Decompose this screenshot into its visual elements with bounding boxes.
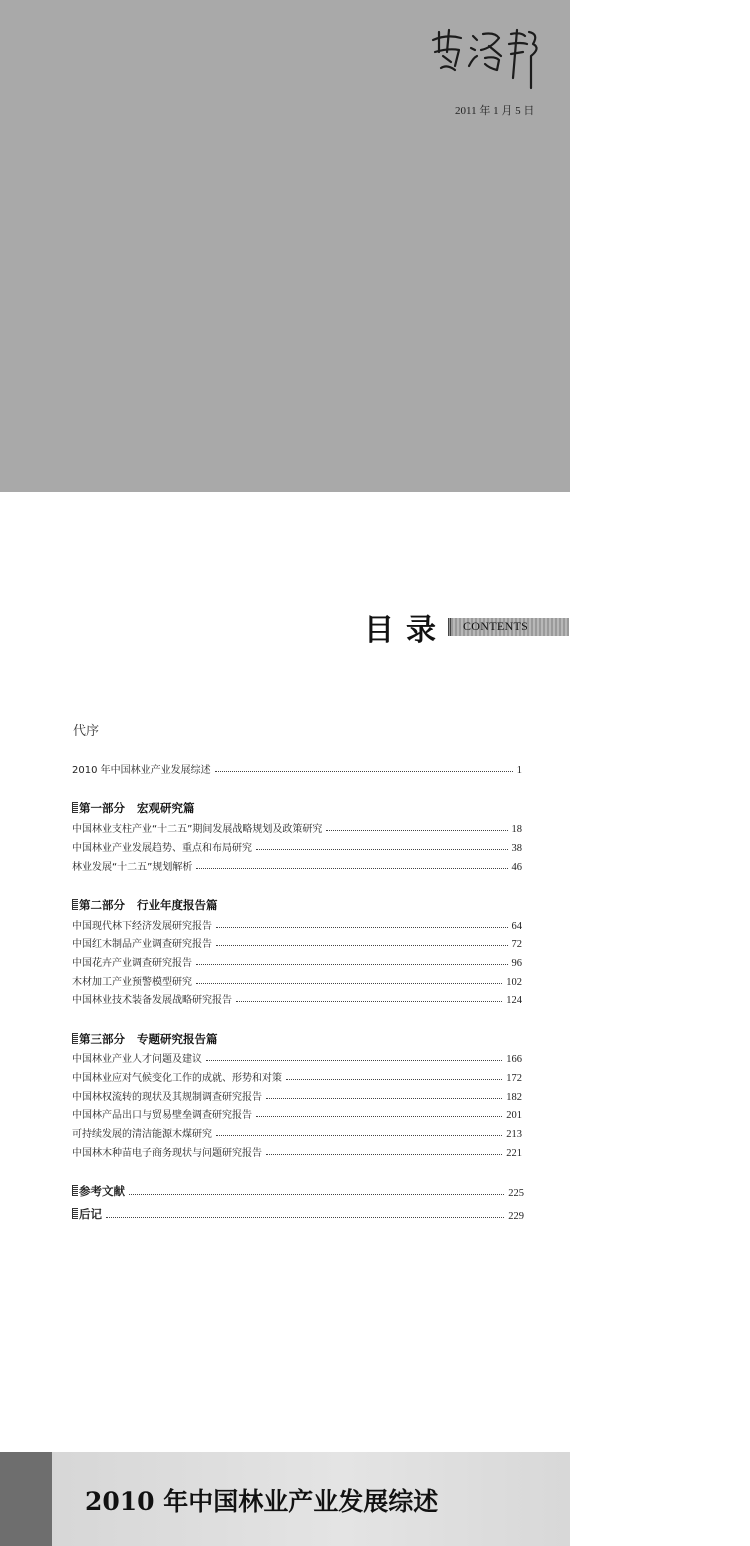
banner-side-block <box>0 1452 52 1546</box>
toc-entry-title: 中国林业支柱产业“十二五”期间发展战略规划及政策研究 <box>72 824 323 835</box>
toc-entry-title: 中国现代林下经济发展研究报告 <box>72 921 212 932</box>
toc-entry[interactable] <box>72 1105 522 1121</box>
leader-dots <box>266 1097 502 1099</box>
toc-entry[interactable] <box>72 819 522 835</box>
leader-dots <box>196 963 508 965</box>
leader-dots <box>256 848 508 850</box>
toc-entry-title: 中国红木制品产业调查研究报告 <box>72 939 212 950</box>
toc-entry-page: 38 <box>511 843 522 854</box>
toc-entry-page: 18 <box>511 824 522 835</box>
section-bar-icon <box>72 899 78 910</box>
toc-entry-title: 中国林业产业人才问题及建议 <box>72 1054 202 1065</box>
toc-entry-title: 中国林产品出口与贸易壁垒调查研究报告 <box>72 1110 252 1121</box>
contents-title: 目录 <box>364 613 448 648</box>
toc-entry-page: 124 <box>506 995 522 1006</box>
toc-entry-title: 可持续发展的清洁能源木煤研究 <box>72 1129 212 1140</box>
leader-dots <box>206 1059 502 1061</box>
leader-dots <box>216 926 508 928</box>
leader-dots <box>129 1193 504 1195</box>
contents-tag-label: CONTENTS <box>463 619 529 633</box>
leader-dots <box>236 1000 502 1002</box>
toc-entry-page: 221 <box>506 1148 522 1159</box>
toc-entry[interactable] <box>72 857 522 873</box>
toc-entry-title: 中国林权流转的现状及其规制调查研究报告 <box>72 1092 262 1103</box>
toc-entry-page: 201 <box>506 1110 522 1121</box>
leader-dots <box>256 1115 502 1117</box>
chapter-title: 2010 年中国林业产业发展综述 <box>85 1487 439 1516</box>
toc-entry-title <box>72 1206 102 1222</box>
toc-entry[interactable] <box>72 916 522 932</box>
contents-tag <box>448 618 569 636</box>
preface-label: 代序 <box>73 724 100 739</box>
toc-entry-page: 64 <box>511 921 522 932</box>
references-label: 参考文献 <box>79 1184 125 1198</box>
toc-entry-page: 213 <box>506 1129 522 1140</box>
handwritten-signature <box>425 22 545 96</box>
toc-entry-page: 182 <box>506 1092 522 1103</box>
toc-entry[interactable] <box>72 990 522 1006</box>
toc-entry-title: 中国林业应对气候变化工作的成就、形势和对策 <box>72 1073 282 1084</box>
signature-date: 2011 年 1 月 5 日 <box>455 105 535 117</box>
section-bar-icon <box>72 1033 78 1044</box>
section-heading <box>72 897 218 913</box>
section-heading <box>72 800 195 816</box>
section-number: 第三部分 <box>79 1032 125 1046</box>
toc-entry-page: 225 <box>508 1188 524 1199</box>
toc-entry[interactable] <box>72 1143 522 1159</box>
toc-entry[interactable] <box>72 1068 522 1084</box>
toc-entry-title: 中国林业产业发展趋势、重点和布局研究 <box>72 843 252 854</box>
leader-dots <box>215 770 513 772</box>
toc-entry-page: 72 <box>511 939 522 950</box>
toc-entry-title: 中国林业技术装备发展战略研究报告 <box>72 995 232 1006</box>
chapter-banner <box>0 1452 570 1546</box>
afterword-label: 后记 <box>79 1207 102 1221</box>
toc-entry[interactable] <box>72 838 522 854</box>
toc-entry[interactable] <box>72 1087 522 1103</box>
toc-entry-title: 木材加工产业预警模型研究 <box>72 977 192 988</box>
section-subtitle: 专题研究报告篇 <box>137 1032 218 1046</box>
toc-entry[interactable] <box>72 972 522 988</box>
toc-entry-title: 2010 年中国林业产业发展综述 <box>72 765 211 776</box>
toc-entry-afterword[interactable] <box>72 1206 524 1222</box>
toc-entry[interactable] <box>72 1124 522 1140</box>
toc-entry-title: 林业发展“十二五”规划解析 <box>72 862 193 873</box>
toc-entry-page: 102 <box>506 977 522 988</box>
section-bar-icon <box>72 1185 78 1196</box>
toc-entry-page: 1 <box>516 765 522 776</box>
toc-entry-references[interactable] <box>72 1183 524 1199</box>
leader-dots <box>326 829 507 831</box>
toc-entry-page: 229 <box>508 1211 524 1222</box>
toc-entry-page: 166 <box>506 1054 522 1065</box>
toc-entry[interactable] <box>72 760 522 776</box>
leader-dots <box>196 982 502 984</box>
toc-entry-page: 46 <box>511 862 522 873</box>
leader-dots <box>196 867 507 869</box>
section-bar-icon <box>72 1208 78 1219</box>
toc-entry-page: 96 <box>511 958 522 969</box>
toc-entry[interactable] <box>72 1049 522 1065</box>
leader-dots <box>286 1078 502 1080</box>
toc-entry[interactable] <box>72 953 522 969</box>
section-subtitle: 宏观研究篇 <box>137 801 195 815</box>
leader-dots <box>106 1216 504 1218</box>
section-heading <box>72 1031 218 1047</box>
toc-entry[interactable] <box>72 934 522 950</box>
leader-dots <box>216 944 508 946</box>
scanned-page-top <box>0 0 570 492</box>
toc-entry-page: 172 <box>506 1073 522 1084</box>
section-subtitle: 行业年度报告篇 <box>137 898 218 912</box>
toc-entry-title <box>72 1183 125 1199</box>
leader-dots <box>216 1134 502 1136</box>
section-number: 第一部分 <box>79 801 125 815</box>
toc-entry-title: 中国林木种苗电子商务现状与问题研究报告 <box>72 1148 262 1159</box>
leader-dots <box>266 1153 502 1155</box>
section-bar-icon <box>72 802 78 813</box>
toc-entry-title: 中国花卉产业调查研究报告 <box>72 958 192 969</box>
section-number: 第二部分 <box>79 898 125 912</box>
